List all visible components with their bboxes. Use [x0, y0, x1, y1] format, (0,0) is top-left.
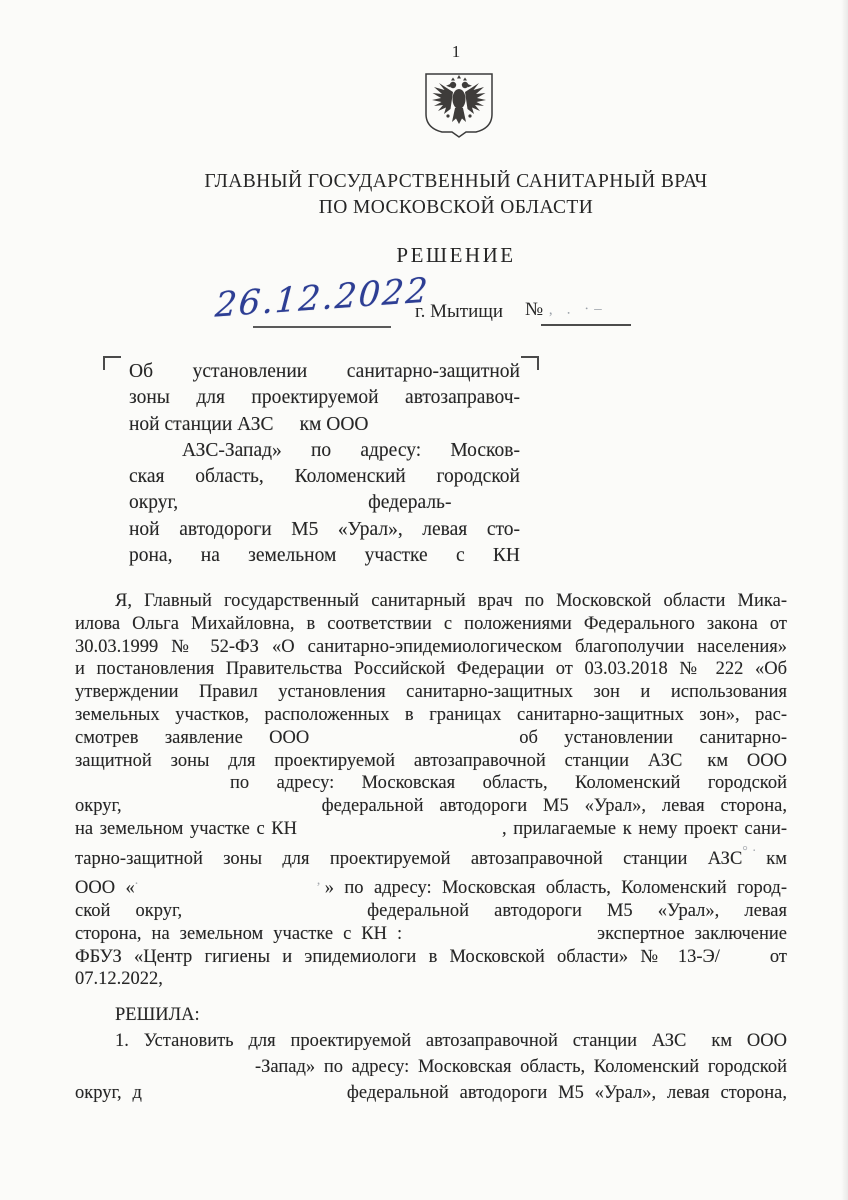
org-name [64, 169, 848, 221]
text-line: и постановления Правительства Российской Федерации от 03.03.2018 № 222 «Об [75, 659, 787, 680]
redacted-blank: °· [742, 843, 761, 859]
text-line: рона, на земельном участке с КН [129, 545, 520, 567]
text-line: ной станции АЗС км ООО [129, 413, 369, 435]
org-name-line2: ПО МОСКОВСКОЙ ОБЛАСТИ [318, 197, 594, 218]
document-number-underline [541, 324, 631, 326]
text-line: округ, д федеральной автодороги М5 «Урал», левая сторона, [75, 1083, 787, 1103]
document-number-label: № [525, 299, 544, 320]
text-line: земельных участков, расположенных в границах санитарно-защитных зон», рас- [75, 704, 787, 725]
corner-bracket-right [521, 356, 539, 370]
text-line: 1. Установить для проектируемой автозаправочной станции АЗС км ООО [115, 1031, 787, 1051]
city-label: г. Мытищи [415, 301, 504, 322]
text-line: Я, Главный государственный санитарный врач по Московской области Мика- [115, 591, 787, 611]
emblem-box [424, 72, 494, 138]
text-line: ской округ, федеральной автодороги М5 «Урал», левая [75, 900, 787, 921]
text-line: ФБУЗ «Центр гигиены и эпидемиологи в Московской области» № 13-Э/ от [75, 946, 787, 967]
text-line: зоны для проектируемой автозаправоч- [129, 387, 520, 409]
subject-block [129, 359, 520, 569]
document-number-faint-marks: ‚ . ·– [547, 300, 607, 318]
text-line: илова Ольга Михайловна, в соответствии с положениями Федерального закона от [75, 613, 787, 634]
text-line: на земельном участке с КН , прилагаемые к нему проект сани- [75, 818, 788, 839]
text-line: 30.03.1999 № 52-ФЗ «О санитарно-эпидемиологическом благополучии населения» [75, 636, 787, 657]
text-line: ной автодороги М5 «Урал», левая сто- [129, 518, 520, 540]
resolution-text [75, 1002, 787, 1106]
text-line: сторона, на земельном участке с КН : экспертное заключение [75, 923, 787, 944]
text-line: смотрев заявление ООО об установлении санитарно- [75, 727, 787, 748]
text-line: РЕШИЛА: [115, 1005, 200, 1025]
text-line: по адресу: Московская область, Коломенский городской [230, 773, 787, 794]
text-line: Об установлении санитарно-защитной [129, 361, 520, 382]
text-line: ская область, Коломенский городской [129, 466, 520, 488]
text-line: АЗС-Запад» по адресу: Москов- [182, 439, 520, 461]
date-underline [253, 326, 391, 328]
text-line: защитной зоны для проектируемой автозаправочной станции АЗС км ООО [75, 750, 787, 771]
text-line: тарно-защитной зоны для проектируемой автозаправочной станции АЗС°· км [75, 841, 787, 871]
text-line: округ, федеральной автодороги М5 «Урал», левая сторона, [75, 796, 787, 817]
handwritten-date: 26.12.2022 [213, 270, 431, 326]
russia-coat-of-arms-icon [424, 72, 494, 138]
org-name-line1: ГЛАВНЫЙ ГОСУДАРСТВЕННЫЙ САНИТАРНЫЙ ВРАЧ [204, 171, 708, 192]
corner-bracket-left [103, 356, 121, 370]
text-line: 07.12.2022, [75, 969, 163, 990]
body-text [75, 590, 787, 991]
doc-type-title: РЕШЕНИЕ [396, 243, 516, 267]
text-line: округ, федераль- [129, 492, 452, 514]
page-number: 1 [451, 42, 461, 61]
text-line: -Запад» по адресу: Московская область, Коломенский городской [255, 1057, 787, 1077]
text-line: утверждении Правил установления санитарно-защитных зон и использования [75, 682, 787, 703]
redacted-blank: . ‚ [134, 873, 325, 889]
text-line: ООО «. ‚» по адресу: Московская область, Коломенский город- [75, 870, 787, 900]
